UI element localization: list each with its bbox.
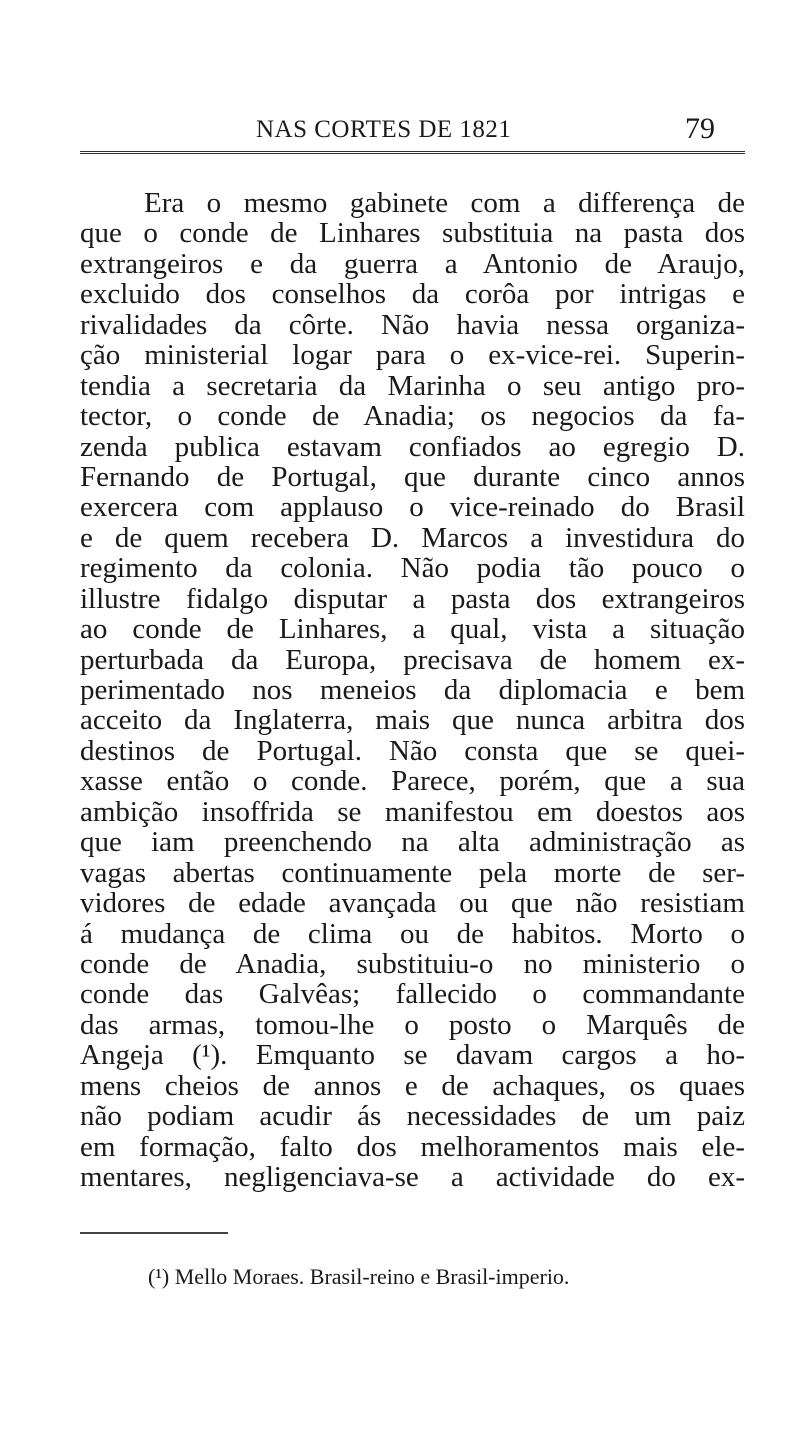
text-line: ambição insoffrida se manifestou em doestos aos [80,795,745,828]
text-line: não podiam acudir ás necessidades de um paiz [80,1100,745,1133]
footnote-rule [80,1232,228,1234]
text-line: tector, o conde de Anadia; os negocios da fa- [80,400,745,433]
text-line: perimentado nos meneios da diplomacia e bem [80,674,745,706]
text-line: rivalidades da côrte. Não havia nessa organiza- [80,308,745,341]
text-line: Fernando de Portugal, que durante cinco annos [80,460,745,493]
text-line: Era o mesmo gabinete com a differença de [144,187,745,219]
text-line: ção ministerial logar para o ex-vice-rei. Superin- [80,339,745,372]
text-line: das armas, tomou-lhe o posto o Marquês de [80,1008,745,1041]
text-line: destinos de Portugal. Não consta que se quei- [80,734,745,767]
footnote-text: Mello Moraes. Brasil-reino e Brasil-imperio. [174,1264,570,1289]
text-line: que iam preenchendo na alta administração as [80,826,745,859]
page-header [80,112,745,152]
text-line: ao conde de Linhares, a qual, vista a situação [80,613,745,646]
footnote-marker: (¹) [148,1264,170,1289]
running-title: NAS CORTES DE 1821 [256,116,512,143]
text-line: mentares, negligenciava-se a actividade do ex- [80,1161,745,1193]
text-line: em formação, falto dos melhoramentos mais ele- [80,1130,745,1163]
text-line: regimento da colonia. Não podia tão pouco o [80,552,745,585]
text-line: conde de Anadia, substituiu-o no ministerio o [80,947,745,980]
text-line: xasse então o conde. Parece, porém, que a sua [80,765,745,798]
page-number: 79 [685,112,715,145]
text-line: exercera com applauso o vice-reinado do Brasil [80,491,745,524]
text-line: illustre fidalgo disputar a pasta dos extrangeiros [80,582,745,615]
body-text [80,188,745,1192]
text-line: que o conde de Linhares substituia na pasta dos [80,217,745,250]
text-line: tendia a secretaria da Marinha o seu antigo pro- [80,369,745,402]
text-line: conde das Galvêas; fallecido o commandante [80,978,745,1011]
header-rule [80,151,745,154]
text-line: acceito da Inglaterra, mais que nunca arbitra dos [80,704,745,737]
text-line: excluido dos conselhos da corôa por intrigas e [80,278,745,311]
text-line: á mudança de clima ou de habitos. Morto o [80,917,745,950]
text-line: Angeja (¹). Emquanto se davam cargos a ho- [80,1039,745,1072]
text-line: vidores de edade avançada ou que não resistiam [80,887,745,920]
text-line: e de quem recebera D. Marcos a investidura do [80,521,745,554]
footnote [148,1264,569,1290]
text-line: vagas abertas continuamente pela morte de ser- [80,856,745,889]
text-line: extrangeiros e da guerra a Antonio de Araujo, [80,247,745,280]
text-line: zenda publica estavam confiados ao egregio D. [80,430,745,463]
text-line: mens cheios de annos e de achaques, os quaes [80,1069,745,1102]
text-line: perturbada da Europa, precisava de homem ex- [80,643,745,676]
